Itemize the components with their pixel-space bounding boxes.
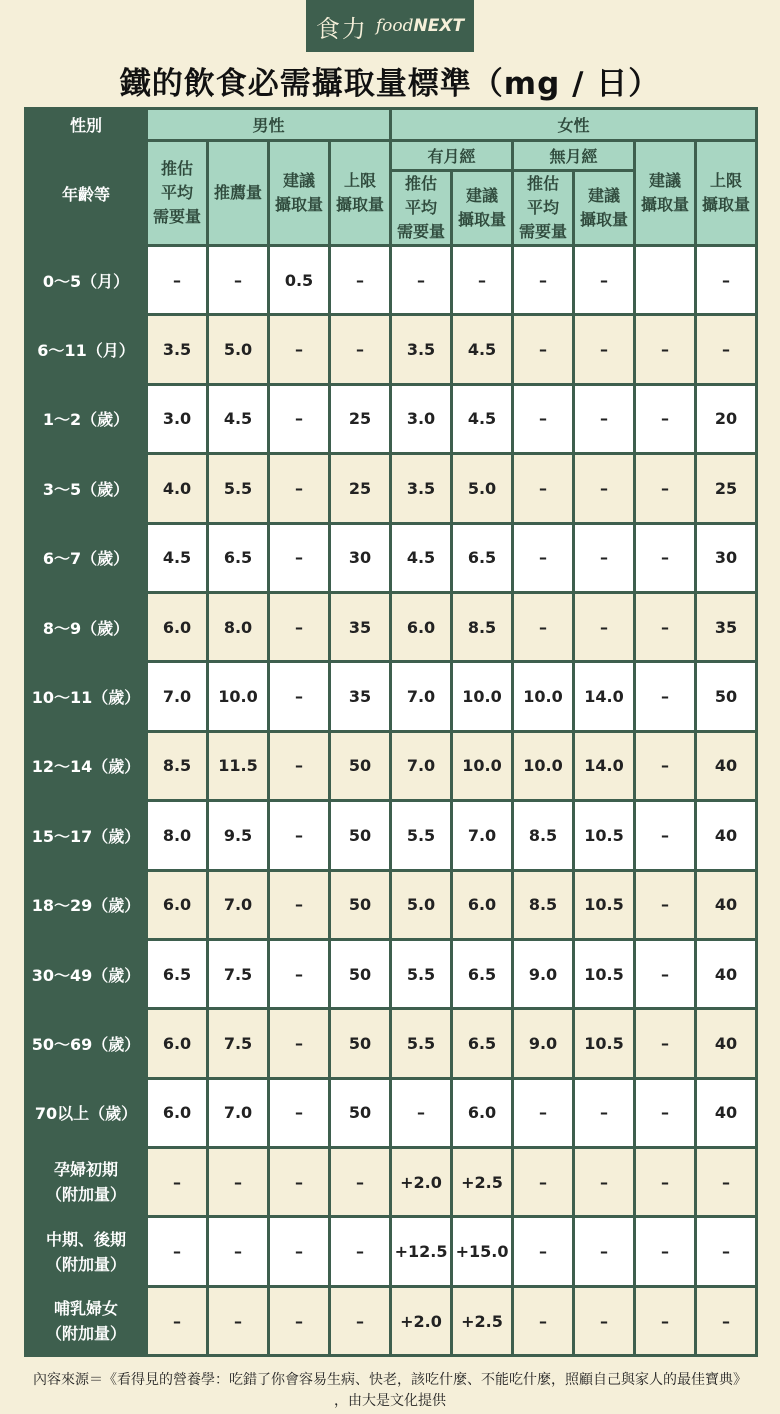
table-cell: 3.5 xyxy=(391,315,452,384)
header-menstruating: 有月經 xyxy=(391,141,513,171)
table-cell: – xyxy=(269,801,330,870)
table-cell: – xyxy=(513,246,574,315)
table-cell: – xyxy=(574,454,635,523)
row-label xyxy=(26,1286,147,1355)
table-cell: 50 xyxy=(330,939,391,1008)
table-cell: 9.5 xyxy=(208,801,269,870)
header-male-col-4 xyxy=(330,141,391,246)
table-cell: 3.5 xyxy=(391,454,452,523)
row-label-line: 30～49（歲） xyxy=(31,965,141,985)
header-female: 女性 xyxy=(391,109,757,141)
table-cell: 50 xyxy=(330,1078,391,1147)
row-label xyxy=(26,1148,147,1217)
header-male-col-2 xyxy=(208,141,269,246)
row-label-line: 哺乳婦女 xyxy=(53,1299,118,1319)
table-cell: – xyxy=(635,1009,696,1078)
table-cell: – xyxy=(635,1286,696,1355)
table-cell: – xyxy=(269,454,330,523)
row-label xyxy=(26,1009,147,1078)
table-cell: – xyxy=(574,1217,635,1286)
table-cell: 7.0 xyxy=(208,870,269,939)
table-row xyxy=(26,246,757,315)
table-cell: – xyxy=(269,1148,330,1217)
table-cell: – xyxy=(452,246,513,315)
table-cell: – xyxy=(635,870,696,939)
header-line: 攝取量 xyxy=(641,195,690,214)
table-cell: 10.5 xyxy=(574,801,635,870)
table-cell: 10.0 xyxy=(452,731,513,800)
row-label xyxy=(26,592,147,661)
header-line: 平均 xyxy=(160,183,193,202)
table-cell: – xyxy=(574,384,635,453)
table-cell: – xyxy=(269,523,330,592)
table-cell: 6.0 xyxy=(147,592,208,661)
table-cell: 6.0 xyxy=(147,870,208,939)
table-cell: – xyxy=(513,384,574,453)
table-cell: – xyxy=(513,454,574,523)
table-cell: – xyxy=(269,384,330,453)
table-cell: 3.5 xyxy=(147,315,208,384)
table-row xyxy=(26,870,757,939)
table-cell: 5.5 xyxy=(391,939,452,1008)
table-cell: 30 xyxy=(696,523,757,592)
table-cell: 6.5 xyxy=(452,1009,513,1078)
table-cell: – xyxy=(574,315,635,384)
header-female-col-1 xyxy=(391,171,452,246)
table-cell: 6.0 xyxy=(147,1078,208,1147)
brand-name-zh: 食力 xyxy=(315,14,368,43)
table-row xyxy=(26,1078,757,1147)
table-cell: 3.0 xyxy=(391,384,452,453)
table-cell: – xyxy=(208,1217,269,1286)
table-cell: – xyxy=(208,1286,269,1355)
row-label xyxy=(26,801,147,870)
table-cell: – xyxy=(513,592,574,661)
row-label-line: 8～9（歲） xyxy=(42,618,130,638)
table-cell: 25 xyxy=(330,384,391,453)
table-row xyxy=(26,939,757,1008)
table-cell: – xyxy=(147,1286,208,1355)
header-female-col-2 xyxy=(452,171,513,246)
table-cell: +12.5 xyxy=(391,1217,452,1286)
table-row xyxy=(26,454,757,523)
table-cell: 20 xyxy=(696,384,757,453)
row-label-line: （附加量） xyxy=(45,1185,126,1205)
row-label xyxy=(26,1078,147,1147)
table-cell: 6.0 xyxy=(452,870,513,939)
table-cell: +2.5 xyxy=(452,1286,513,1355)
header-line: 推薦量 xyxy=(213,183,262,202)
table-cell: 25 xyxy=(330,454,391,523)
footer-line-1: 內容來源＝《看得見的營養學：吃錯了你會容易生病、快老，該吃什麼、不能吃什麼，照顧自己與家人的最佳寶典》 xyxy=(33,1372,747,1388)
header-male: 男性 xyxy=(147,109,391,141)
table-cell: +2.0 xyxy=(391,1148,452,1217)
table-cell: – xyxy=(330,1217,391,1286)
table-cell: – xyxy=(269,315,330,384)
table-cell: 7.5 xyxy=(208,939,269,1008)
table-cell: 5.5 xyxy=(208,454,269,523)
page-title: 鐵的飲食必需攝取量標準（mg / 日） xyxy=(119,66,661,102)
table-cell: 40 xyxy=(696,731,757,800)
table-cell: – xyxy=(513,1078,574,1147)
table-cell: 6.0 xyxy=(452,1078,513,1147)
table-cell: – xyxy=(635,939,696,1008)
table-cell: – xyxy=(208,1148,269,1217)
brand-logo xyxy=(306,0,474,52)
row-label xyxy=(26,870,147,939)
table-row xyxy=(26,731,757,800)
row-label xyxy=(26,454,147,523)
table-cell: – xyxy=(635,1078,696,1147)
table-cell: – xyxy=(269,1009,330,1078)
table-cell: +2.5 xyxy=(452,1148,513,1217)
row-label-line: 中期、後期 xyxy=(45,1229,126,1249)
table-cell: 40 xyxy=(696,1078,757,1147)
table-cell: 6.5 xyxy=(452,939,513,1008)
table-cell: 7.0 xyxy=(391,731,452,800)
table-cell: – xyxy=(574,1148,635,1217)
table-cell: – xyxy=(513,1217,574,1286)
header-line: 需要量 xyxy=(152,207,201,226)
row-label-line: 0～5（月） xyxy=(42,271,130,291)
table-cell: – xyxy=(269,1286,330,1355)
header-male-col-3 xyxy=(269,141,330,246)
table-cell: 5.0 xyxy=(208,315,269,384)
table-cell: – xyxy=(635,454,696,523)
header-line: 需要量 xyxy=(397,222,446,241)
header-line: 推估 xyxy=(405,174,438,193)
table-cell: – xyxy=(635,384,696,453)
row-label xyxy=(26,662,147,731)
row-label-line: 10～11（歲） xyxy=(31,688,141,708)
table-cell: – xyxy=(513,1286,574,1355)
row-label-line: 50～69（歲） xyxy=(31,1034,141,1054)
table-cell: 4.5 xyxy=(452,384,513,453)
header-age: 年齡等 xyxy=(26,141,147,246)
table-row xyxy=(26,523,757,592)
table-cell: – xyxy=(269,592,330,661)
table-cell: 35 xyxy=(696,592,757,661)
table-cell: 5.5 xyxy=(391,801,452,870)
table-row xyxy=(26,592,757,661)
table-cell: 11.5 xyxy=(208,731,269,800)
table-cell: 50 xyxy=(330,801,391,870)
header-female-col-3 xyxy=(513,171,574,246)
row-label-line: 6～7（歲） xyxy=(42,549,130,569)
table-cell: 50 xyxy=(330,1009,391,1078)
table-cell: 10.0 xyxy=(513,662,574,731)
table-cell: – xyxy=(513,523,574,592)
table-cell: 4.0 xyxy=(147,454,208,523)
header-line: 攝取量 xyxy=(580,210,629,229)
row-label xyxy=(26,939,147,1008)
table-cell: 8.0 xyxy=(208,592,269,661)
table-cell: – xyxy=(147,1217,208,1286)
table-cell: – xyxy=(635,1148,696,1217)
table-cell: 4.5 xyxy=(208,384,269,453)
row-label-line: 孕婦初期 xyxy=(53,1160,118,1180)
table-cell: 0.5 xyxy=(269,246,330,315)
row-label-line: （附加量） xyxy=(45,1254,126,1274)
table-cell: 5.5 xyxy=(391,1009,452,1078)
header-female-col-5 xyxy=(635,141,696,246)
header-line: 上限 xyxy=(344,171,377,190)
table-cell: 3.0 xyxy=(147,384,208,453)
table-cell: 7.0 xyxy=(208,1078,269,1147)
table-cell: – xyxy=(269,870,330,939)
table-cell: – xyxy=(208,246,269,315)
table-cell: 50 xyxy=(330,870,391,939)
table-cell: – xyxy=(147,246,208,315)
table-cell: 4.5 xyxy=(452,315,513,384)
header-line: 建議 xyxy=(466,186,499,205)
table-cell: 5.0 xyxy=(391,870,452,939)
table-cell: 7.0 xyxy=(147,662,208,731)
table-cell: 10.5 xyxy=(574,870,635,939)
table-cell: – xyxy=(574,592,635,661)
table-cell: – xyxy=(635,662,696,731)
table-row xyxy=(26,801,757,870)
table-cell: 6.5 xyxy=(147,939,208,1008)
table-cell: 6.0 xyxy=(147,1009,208,1078)
table-cell: 8.5 xyxy=(513,870,574,939)
table-cell: 7.0 xyxy=(391,662,452,731)
header-line: 攝取量 xyxy=(336,195,385,214)
header-female-col-6 xyxy=(696,141,757,246)
header-non-menstruating: 無月經 xyxy=(513,141,635,171)
table-cell: 10.5 xyxy=(574,939,635,1008)
header-female-col-4 xyxy=(574,171,635,246)
table-cell: 6.0 xyxy=(391,592,452,661)
row-label xyxy=(26,246,147,315)
table-cell: 6.5 xyxy=(208,523,269,592)
row-label-line: 12～14（歲） xyxy=(31,757,141,777)
table-cell: 50 xyxy=(696,662,757,731)
header-line: 建議 xyxy=(588,186,621,205)
table-cell: 7.0 xyxy=(452,801,513,870)
table-cell: – xyxy=(635,523,696,592)
table-cell: 4.5 xyxy=(147,523,208,592)
row-label-line: （附加量） xyxy=(45,1324,126,1344)
table-cell: – xyxy=(513,315,574,384)
table-cell: – xyxy=(330,315,391,384)
table-cell: – xyxy=(696,1217,757,1286)
table-cell: 14.0 xyxy=(574,731,635,800)
row-label-line: 15～17（歲） xyxy=(31,826,141,846)
table-cell: – xyxy=(635,592,696,661)
table-row xyxy=(26,1217,757,1286)
iron-intake-table xyxy=(24,107,758,1357)
table-cell: – xyxy=(696,1286,757,1355)
table-cell: 10.0 xyxy=(208,662,269,731)
header-line: 平均 xyxy=(405,198,438,217)
table-cell: – xyxy=(574,523,635,592)
header-line: 需要量 xyxy=(519,222,568,241)
row-label xyxy=(26,1217,147,1286)
table-body xyxy=(26,246,757,1356)
footer-line-2: ，由大是文化提供 xyxy=(334,1393,446,1409)
table-row xyxy=(26,662,757,731)
table-cell: 8.5 xyxy=(147,731,208,800)
table-cell: 9.0 xyxy=(513,1009,574,1078)
table-row xyxy=(26,1286,757,1355)
header-line: 攝取量 xyxy=(274,195,323,214)
table-cell: – xyxy=(269,731,330,800)
table-cell: – xyxy=(330,1286,391,1355)
header-line: 推估 xyxy=(160,159,193,178)
table-cell: – xyxy=(635,731,696,800)
table-cell xyxy=(635,246,696,315)
row-label xyxy=(26,384,147,453)
table-cell: 40 xyxy=(696,939,757,1008)
row-label xyxy=(26,315,147,384)
row-label xyxy=(26,523,147,592)
table-cell: 25 xyxy=(696,454,757,523)
row-label-line: 6～11（月） xyxy=(37,341,135,361)
table-cell: – xyxy=(391,1078,452,1147)
table-cell: 4.5 xyxy=(391,523,452,592)
header-male-col-1 xyxy=(147,141,208,246)
table-cell: 30 xyxy=(330,523,391,592)
table-cell: – xyxy=(269,939,330,1008)
table-cell: +2.0 xyxy=(391,1286,452,1355)
table-cell: – xyxy=(635,1217,696,1286)
header-line: 攝取量 xyxy=(458,210,507,229)
row-label-line: 3～5（歲） xyxy=(42,479,130,499)
table-cell: – xyxy=(269,1217,330,1286)
table-cell: – xyxy=(696,315,757,384)
table-cell: – xyxy=(330,1148,391,1217)
brand-name-en-suffix: NEXT xyxy=(413,16,465,36)
row-label xyxy=(26,731,147,800)
table-cell: 14.0 xyxy=(574,662,635,731)
table-cell: – xyxy=(574,1286,635,1355)
row-label-line: 18～29（歲） xyxy=(31,896,141,916)
row-label-line: 70以上（歲） xyxy=(34,1104,138,1124)
table-cell: – xyxy=(269,662,330,731)
table-cell: 35 xyxy=(330,662,391,731)
table-cell: 40 xyxy=(696,870,757,939)
table-row xyxy=(26,384,757,453)
table-cell: 40 xyxy=(696,801,757,870)
table-cell: – xyxy=(574,1078,635,1147)
table-cell: – xyxy=(635,315,696,384)
table-cell: – xyxy=(330,246,391,315)
table-cell: 40 xyxy=(696,1009,757,1078)
table-cell: 50 xyxy=(330,731,391,800)
header-line: 上限 xyxy=(710,171,743,190)
table-cell: 7.5 xyxy=(208,1009,269,1078)
table-cell: 10.5 xyxy=(574,1009,635,1078)
table-cell: 6.5 xyxy=(452,523,513,592)
table-cell: 10.0 xyxy=(452,662,513,731)
table-cell: 35 xyxy=(330,592,391,661)
brand-name-en-prefix: food xyxy=(375,16,414,36)
table-cell: 8.0 xyxy=(147,801,208,870)
table-row xyxy=(26,315,757,384)
source-footer xyxy=(0,1370,780,1412)
header-line: 建議 xyxy=(649,171,682,190)
table-cell: 5.0 xyxy=(452,454,513,523)
table-cell: 9.0 xyxy=(513,939,574,1008)
table-cell: – xyxy=(574,246,635,315)
table-row xyxy=(26,1009,757,1078)
table-cell: – xyxy=(391,246,452,315)
header-line: 建議 xyxy=(282,171,315,190)
brand-name-en xyxy=(376,16,464,36)
table-row xyxy=(26,1148,757,1217)
table-cell: – xyxy=(635,801,696,870)
table-cell: 10.0 xyxy=(513,731,574,800)
table-cell: – xyxy=(696,1148,757,1217)
header-line: 推估 xyxy=(527,174,560,193)
table-cell: – xyxy=(513,1148,574,1217)
table-cell: – xyxy=(696,246,757,315)
table-cell: +15.0 xyxy=(452,1217,513,1286)
table-cell: 8.5 xyxy=(513,801,574,870)
table-cell: – xyxy=(269,1078,330,1147)
header-sex: 性別 xyxy=(26,109,147,141)
header-line: 攝取量 xyxy=(702,195,751,214)
header-line: 平均 xyxy=(527,198,560,217)
table-cell: – xyxy=(147,1148,208,1217)
row-label-line: 1～2（歲） xyxy=(42,410,130,430)
table-cell: 8.5 xyxy=(452,592,513,661)
